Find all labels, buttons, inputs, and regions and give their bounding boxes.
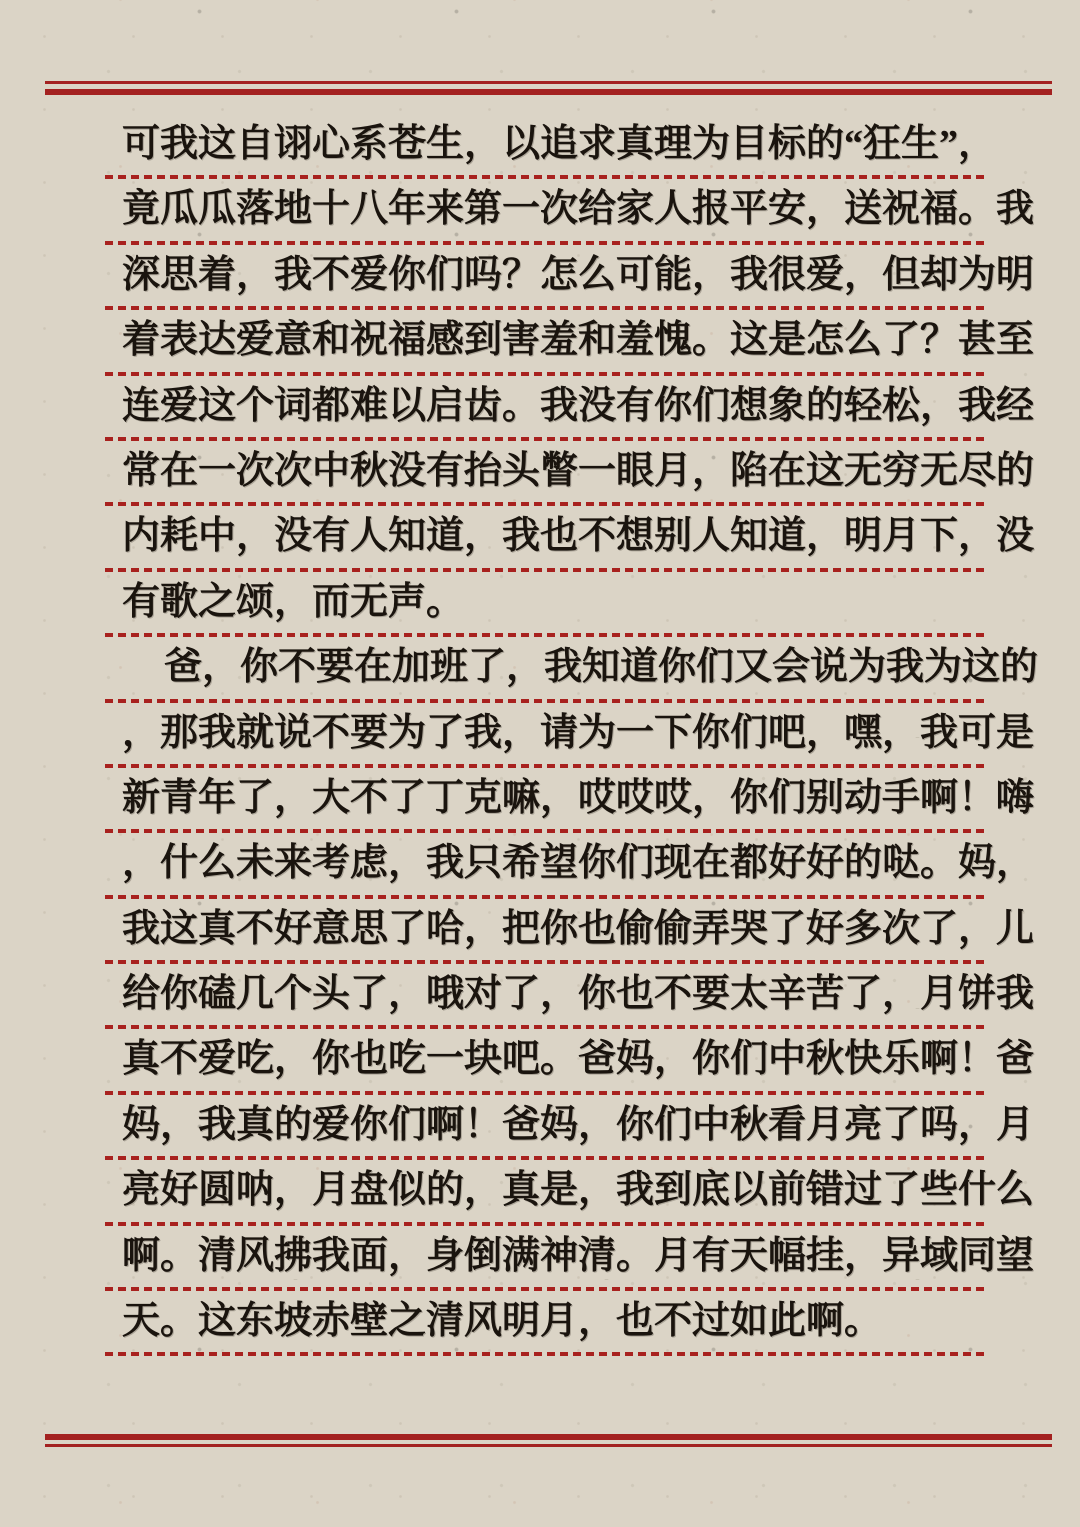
line-text: 深思着，我不爱你们吗？怎么可能，我很爱，但却为明 [122, 253, 1035, 296]
text-line [122, 511, 1035, 576]
text-line [122, 184, 1035, 249]
text-line [122, 1034, 1035, 1099]
dashed-underline [105, 829, 984, 833]
text-line [122, 381, 1035, 446]
dashed-underline [105, 1287, 984, 1291]
bottom-rule-thick [45, 1434, 1052, 1440]
dashed-underline [105, 437, 984, 441]
line-text: 啊。清风拂我面，身倒满神清。月有天幅挂，异域同望 [122, 1234, 1035, 1277]
text-line [122, 904, 1035, 969]
line-text: 常在一次次中秋没有抬头瞥一眼月，陷在这无穷无尽的 [122, 449, 1035, 492]
top-rule-thick [45, 89, 1052, 95]
line-text: 妈，我真的爱你们啊！爸妈，你们中秋看月亮了吗，月 [122, 1103, 1035, 1146]
dashed-underline [105, 1156, 984, 1160]
text-line [122, 250, 1035, 315]
text-line [122, 119, 997, 184]
letter-body [122, 119, 1039, 1361]
line-text: 我这真不好意思了哈，把你也偷偷弄哭了好多次了，儿 [122, 907, 1035, 950]
line-text: 着表达爱意和祝福感到害羞和羞愧。这是怎么了？甚至 [122, 319, 1035, 362]
line-text: 有歌之颂，而无声。 [122, 580, 465, 623]
text-line [122, 1231, 1035, 1296]
top-rule-thin [45, 81, 1052, 84]
dashed-underline [105, 960, 984, 964]
text-line [122, 577, 984, 642]
line-text: ，什么未来考虑，我只希望你们现在都好好的哒。妈， [122, 842, 1035, 885]
line-text: 内耗中，没有人知道，我也不想别人知道，明月下，没 [122, 515, 1035, 558]
line-text: 给你磕几个头了，哦对了，你也不要太辛苦了，月饼我 [122, 973, 1035, 1016]
dashed-underline [105, 1352, 984, 1356]
dashed-underline [105, 699, 984, 703]
bottom-rule-thin [45, 1444, 1052, 1447]
dashed-underline [105, 175, 984, 179]
line-text: 爸，你不要在加班了，我知道你们又会说为我为这的 [164, 646, 1039, 689]
dashed-underline [105, 1091, 984, 1095]
text-line [122, 969, 1035, 1034]
text-line [122, 642, 1039, 707]
text-line [122, 315, 1035, 380]
text-line [122, 446, 1035, 511]
text-line [122, 838, 1035, 903]
text-line [122, 1296, 984, 1361]
line-text: 可我这自诩心系苍生，以追求真理为目标的“狂生”， [122, 123, 997, 165]
text-line [122, 708, 1035, 773]
line-text: 天。这东坡赤壁之清风明月，也不过如此啊。 [122, 1300, 883, 1343]
text-line [122, 1100, 1035, 1165]
dashed-underline [105, 1025, 984, 1029]
dashed-underline [105, 764, 984, 768]
text-line [122, 773, 1035, 838]
dashed-underline [105, 241, 984, 245]
dashed-underline [105, 568, 984, 572]
dashed-underline [105, 502, 984, 506]
line-text: 竟瓜瓜落地十八年来第一次给家人报平安，送祝福。我 [122, 188, 1035, 231]
dashed-underline [105, 372, 984, 376]
line-text: ，那我就说不要为了我，请为一下你们吧，嘿，我可是 [122, 711, 1035, 754]
dashed-underline [105, 1222, 984, 1226]
dashed-underline [105, 306, 984, 310]
dashed-underline [105, 895, 984, 899]
text-line [122, 1165, 1035, 1230]
line-text: 亮好圆呐，月盘似的，真是，我到底以前错过了些什么 [122, 1169, 1035, 1212]
line-text: 新青年了，大不了丁克嘛，哎哎哎，你们别动手啊！嗨 [122, 776, 1035, 819]
line-text: 真不爱吃，你也吃一块吧。爸妈，你们中秋快乐啊！爸 [122, 1038, 1035, 1081]
line-text: 连爱这个词都难以启齿。我没有你们想象的轻松，我经 [122, 384, 1035, 427]
dashed-underline [105, 633, 984, 637]
